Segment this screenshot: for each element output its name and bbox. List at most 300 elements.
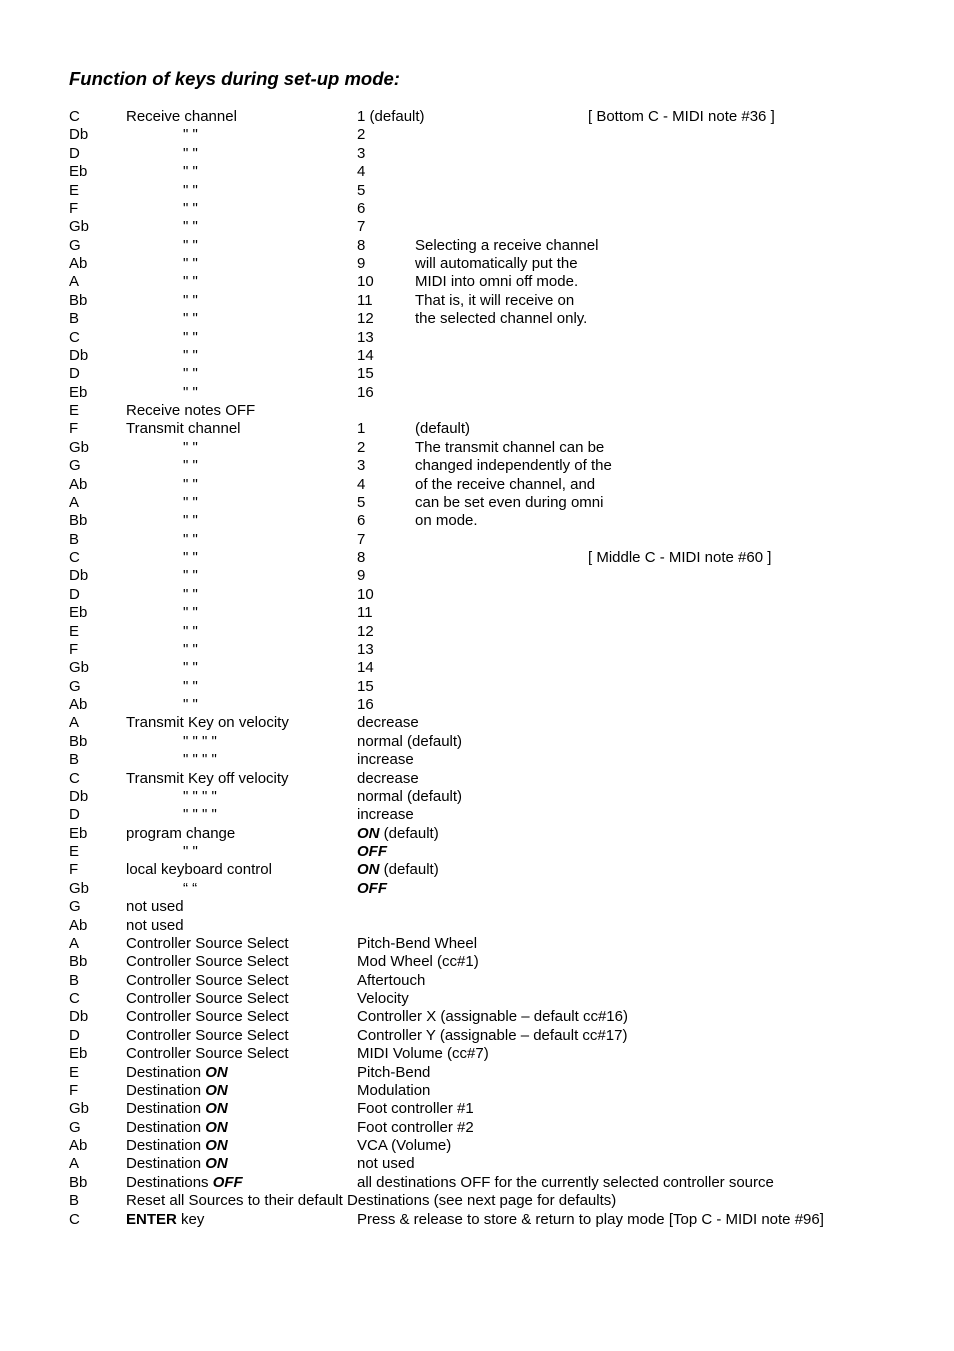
key-name: Bb	[69, 512, 88, 530]
setting-value	[357, 255, 365, 273]
table-row	[0, 1082, 954, 1100]
table-row	[0, 935, 954, 953]
key-name: G	[69, 236, 81, 254]
setting-value	[357, 457, 365, 475]
ditto-mark: " "	[183, 126, 198, 144]
table-row	[0, 898, 954, 916]
function-state: ON	[205, 1063, 228, 1081]
setting-value	[357, 935, 477, 953]
key-name: D	[69, 585, 80, 603]
table-row	[0, 255, 954, 273]
key-name: Ab	[69, 255, 88, 272]
setting-value-text: 16	[357, 696, 374, 713]
setting-value	[357, 512, 365, 530]
function-label-text: Destination	[126, 1081, 206, 1099]
setting-value	[357, 145, 365, 163]
table-row	[0, 733, 954, 751]
table-row	[0, 163, 954, 181]
setting-value	[357, 439, 365, 457]
function-label-text: Controller Source Select	[126, 953, 289, 971]
key-name: C	[69, 769, 80, 787]
note-text: The transmit channel can be	[415, 438, 605, 456]
function-label	[126, 1064, 228, 1082]
function-label	[126, 1008, 289, 1026]
key-name: C	[69, 990, 80, 1007]
setting-value-text: 11	[357, 604, 373, 622]
function-label	[126, 990, 289, 1008]
table-row	[0, 145, 954, 163]
table-row	[0, 292, 954, 310]
ditto-mark: " "	[183, 273, 198, 291]
key-name: F	[69, 1081, 79, 1099]
table-row	[0, 1100, 954, 1118]
ditto-mark: “ “	[183, 879, 198, 897]
setting-value-text: 10	[357, 273, 374, 291]
ditto-mark: " "	[183, 475, 198, 493]
key-name: A	[69, 273, 80, 291]
setting-value	[357, 108, 425, 126]
note-text: MIDI into omni off mode.	[415, 273, 579, 291]
key-name: Gb	[69, 1100, 90, 1118]
setting-value	[357, 1008, 628, 1026]
setting-value	[357, 1100, 474, 1118]
ditto-mark: " "	[183, 677, 198, 695]
setting-value	[357, 623, 374, 641]
setting-value	[357, 1027, 627, 1045]
setting-value	[357, 604, 373, 622]
table-row	[0, 237, 954, 255]
function-label-suffix: key	[176, 1210, 205, 1228]
table-row	[0, 1137, 954, 1155]
table-row	[0, 1155, 954, 1173]
key-name: C	[69, 1210, 80, 1228]
key-name: B	[69, 971, 80, 989]
key-name: Gb	[69, 879, 90, 897]
ditto-mark: " "	[183, 438, 198, 456]
setting-value-text: 5	[357, 493, 366, 511]
key-name: D	[69, 806, 80, 824]
table-row	[0, 126, 954, 144]
note-text: the selected channel only.	[415, 310, 588, 328]
key-name: Eb	[69, 604, 88, 622]
table-row	[0, 476, 954, 494]
function-label-text: Destination	[126, 1137, 206, 1154]
function-label-text: Destination	[126, 1118, 206, 1136]
function-label	[126, 1027, 289, 1045]
setting-value-text: 6	[357, 199, 366, 217]
function-state: ON	[205, 1100, 228, 1118]
setting-value-text: not used	[357, 1155, 415, 1173]
setting-value-text: 2	[357, 126, 366, 144]
ditto-mark: " "	[183, 604, 198, 622]
setting-value-text: decrease	[357, 769, 419, 787]
key-name: E	[69, 1063, 80, 1081]
function-label-text: program change	[126, 824, 236, 842]
table-row	[0, 843, 954, 861]
table-row	[0, 586, 954, 604]
setting-value-text: (default)	[379, 824, 439, 842]
table-row	[0, 402, 954, 420]
ditto-mark: " "	[183, 493, 198, 511]
key-name: Db	[69, 787, 89, 805]
key-name: Gb	[69, 438, 90, 456]
function-label-text: Controller Source Select	[126, 1045, 289, 1063]
setting-value-text: 10	[357, 585, 374, 603]
setting-value	[357, 310, 374, 328]
key-name: C	[69, 108, 80, 125]
setting-value-text: Controller Y (assignable – default cc#17)	[357, 1026, 628, 1044]
setting-value	[357, 329, 374, 347]
key-name: F	[69, 420, 79, 438]
table-row	[0, 751, 954, 769]
setting-value-text: 13	[357, 640, 374, 658]
setting-value-text: 3	[357, 457, 366, 475]
setting-value	[357, 273, 374, 291]
setting-value-text: Pitch-Bend	[357, 1063, 431, 1081]
key-name: G	[69, 1118, 81, 1136]
key-name: Bb	[69, 1173, 88, 1191]
key-name: A	[69, 493, 80, 511]
setting-value	[357, 1045, 489, 1063]
setting-value	[357, 806, 414, 824]
setting-value	[357, 1119, 474, 1137]
setting-value-text: 9	[357, 567, 366, 585]
function-label	[126, 972, 289, 990]
setting-value-text: normal (default)	[357, 787, 463, 805]
table-row	[0, 273, 954, 291]
setting-value	[357, 825, 439, 843]
key-name: E	[69, 181, 80, 199]
key-name: E	[69, 402, 80, 419]
table-row	[0, 439, 954, 457]
table-row	[0, 347, 954, 365]
ditto-mark: " "	[183, 346, 198, 364]
key-name: Gb	[69, 218, 90, 236]
note-text: changed independently of the	[415, 457, 612, 475]
table-row	[0, 917, 954, 935]
table-row	[0, 604, 954, 622]
note-text: can be set even during omni	[415, 493, 604, 511]
setting-value	[357, 549, 365, 567]
note-text: of the receive channel, and	[415, 475, 596, 493]
setting-value-text: 14	[357, 659, 374, 677]
setting-value-text: 2	[357, 438, 366, 456]
ditto-mark: " "	[183, 640, 198, 658]
table-row	[0, 696, 954, 714]
setting-value-text: decrease	[357, 714, 419, 732]
key-name: Ab	[69, 696, 88, 713]
setting-value	[357, 1174, 774, 1192]
key-name: Eb	[69, 163, 88, 181]
function-label	[126, 1100, 228, 1118]
function-label	[126, 1211, 204, 1229]
setting-value	[357, 567, 365, 585]
ditto-mark: " "	[183, 291, 198, 309]
key-name: Eb	[69, 824, 88, 842]
function-label-text: not used	[126, 898, 184, 916]
function-label-text: Destination	[126, 1100, 206, 1118]
function-label	[126, 953, 289, 971]
setting-value-text: 16	[357, 383, 374, 401]
setting-value	[357, 531, 365, 549]
ditto-mark: " "	[183, 181, 198, 199]
setting-value	[357, 292, 373, 310]
setting-state: ON	[357, 824, 380, 842]
ditto-mark: " "	[183, 144, 198, 162]
key-name: Db	[69, 567, 89, 585]
function-label-text: Receive channel	[126, 108, 237, 125]
table-row	[0, 972, 954, 990]
setting-value	[357, 586, 374, 604]
function-label-text: Destination	[126, 1155, 206, 1173]
setting-value	[357, 420, 365, 438]
note-text: (default)	[415, 420, 471, 438]
setting-value-text: 15	[357, 365, 374, 383]
setting-value-text: 1	[357, 420, 366, 438]
setting-value	[357, 1082, 430, 1100]
table-row	[0, 420, 954, 438]
function-label	[126, 898, 184, 916]
function-label	[126, 1137, 228, 1155]
key-name: A	[69, 1155, 80, 1173]
setting-value-text: Modulation	[357, 1081, 431, 1099]
setting-value	[357, 953, 479, 971]
function-label	[126, 917, 184, 935]
setting-value	[357, 1211, 824, 1229]
function-label-text: Controller Source Select	[126, 1008, 289, 1026]
note-text: on mode.	[415, 512, 478, 530]
setting-state: OFF	[357, 843, 387, 860]
note-text: That is, it will receive on	[415, 291, 575, 309]
setting-value-text: normal (default)	[357, 732, 463, 750]
setting-value	[357, 476, 365, 494]
setting-value-text: 8	[357, 549, 366, 566]
key-name: Bb	[69, 732, 88, 750]
setting-value	[357, 972, 425, 990]
table-row	[0, 659, 954, 677]
key-name: C	[69, 549, 80, 566]
midi-note-annotation: [ Middle C - MIDI note #60 ]	[588, 549, 772, 566]
ditto-mark: " "	[183, 549, 198, 566]
table-row	[0, 365, 954, 383]
table-row	[0, 549, 954, 567]
setting-state: OFF	[357, 879, 387, 897]
table-row	[0, 1008, 954, 1026]
key-name: A	[69, 934, 80, 952]
function-label	[126, 1045, 289, 1063]
function-label	[126, 1082, 228, 1100]
ditto-mark: " "	[183, 622, 198, 640]
setting-value	[357, 641, 374, 659]
page-title: Function of keys during set-up mode:	[69, 68, 400, 89]
ditto-mark: " "	[183, 163, 198, 181]
key-name: G	[69, 677, 81, 695]
key-name: G	[69, 457, 81, 475]
function-label	[126, 1119, 228, 1137]
setting-value-text: 12	[357, 310, 374, 328]
key-name: Ab	[69, 1137, 88, 1154]
setting-value	[357, 861, 439, 879]
setting-value	[357, 1155, 415, 1173]
table-row	[0, 1027, 954, 1045]
table-row	[0, 218, 954, 236]
function-state: ON	[205, 1155, 228, 1173]
setting-value	[357, 182, 365, 200]
setting-value	[357, 770, 419, 788]
table-row	[0, 788, 954, 806]
setting-value-text: Controller X (assignable – default cc#16)	[357, 1008, 628, 1026]
setting-value-text: Aftertouch	[357, 971, 426, 989]
table-row	[0, 953, 954, 971]
setting-value-text: (default)	[379, 861, 439, 879]
setting-value	[357, 1137, 451, 1155]
setting-value-text: 3	[357, 144, 366, 162]
key-name: Bb	[69, 953, 88, 971]
setting-value	[357, 1064, 430, 1082]
key-name: Db	[69, 1008, 89, 1026]
function-label	[126, 1174, 243, 1192]
setting-value	[357, 788, 462, 806]
setting-value-text: increase	[357, 751, 414, 769]
setting-value-text: 11	[357, 291, 373, 309]
function-label	[126, 770, 289, 788]
table-row	[0, 714, 954, 732]
function-label	[126, 935, 289, 953]
ditto-mark: " "	[183, 218, 198, 236]
setting-value	[357, 218, 365, 236]
setting-value-text: Press & release to store & return to play mode [Top C - MIDI note #96]	[357, 1210, 824, 1228]
ditto-mark: " " " "	[183, 751, 217, 769]
key-name: B	[69, 1192, 80, 1210]
setting-value	[357, 659, 374, 677]
key-name: Gb	[69, 659, 90, 677]
table-row	[0, 641, 954, 659]
table-row	[0, 384, 954, 402]
key-name: A	[69, 714, 80, 732]
table-row	[0, 678, 954, 696]
setting-value-text: 14	[357, 346, 374, 364]
ditto-mark: " "	[183, 365, 198, 383]
table-row	[0, 990, 954, 1008]
table-row	[0, 1174, 954, 1192]
function-label-text: Transmit Key on velocity	[126, 714, 289, 732]
table-row	[0, 457, 954, 475]
ditto-mark: " "	[183, 585, 198, 603]
key-name: Db	[69, 126, 89, 144]
note-text: Selecting a receive channel	[415, 236, 599, 254]
function-label-text: local keyboard control	[126, 861, 272, 879]
function-label-text: Receive notes OFF	[126, 402, 256, 419]
table-row	[0, 623, 954, 641]
function-label	[126, 108, 237, 126]
key-name: F	[69, 640, 79, 658]
table-row	[0, 108, 954, 126]
function-label-text: Controller Source Select	[126, 990, 289, 1007]
setting-value-text: Velocity	[357, 990, 409, 1007]
table-row	[0, 880, 954, 898]
setting-value	[357, 696, 374, 714]
setting-value-text: 15	[357, 677, 374, 695]
ditto-mark: " "	[183, 696, 198, 713]
function-label-text: Destination	[126, 1063, 206, 1081]
function-state: ON	[205, 1137, 228, 1154]
setting-value	[357, 880, 387, 898]
table-row	[0, 512, 954, 530]
key-name: Ab	[69, 916, 88, 934]
key-name: F	[69, 199, 79, 217]
setting-value-text: increase	[357, 806, 414, 824]
ditto-mark: " "	[183, 310, 198, 328]
function-label	[126, 861, 272, 879]
key-name: B	[69, 310, 80, 328]
setting-value-text: all destinations OFF for the currently selected controller source	[357, 1173, 774, 1191]
table-row	[0, 531, 954, 549]
key-function-table	[0, 108, 954, 1229]
setting-value-text: Foot controller #2	[357, 1118, 474, 1136]
function-label	[126, 825, 235, 843]
setting-value-text: 6	[357, 512, 366, 530]
setting-value	[357, 751, 414, 769]
table-row	[0, 1119, 954, 1137]
setting-value-text: Foot controller #1	[357, 1100, 474, 1118]
key-name: B	[69, 751, 80, 769]
setting-value	[357, 126, 365, 144]
setting-value	[357, 678, 374, 696]
ditto-mark: " "	[183, 199, 198, 217]
table-row	[0, 806, 954, 824]
function-state: ON	[205, 1118, 228, 1136]
function-label-text: Transmit channel	[126, 420, 241, 438]
setting-value-text: Pitch-Bend Wheel	[357, 934, 478, 952]
table-row	[0, 1192, 954, 1210]
setting-value-text: 13	[357, 328, 374, 346]
ditto-mark: " "	[183, 328, 198, 346]
setting-value-text: 7	[357, 530, 366, 548]
setting-value	[357, 347, 374, 365]
ditto-mark: " "	[183, 255, 198, 272]
key-name: B	[69, 530, 80, 548]
table-row	[0, 1064, 954, 1082]
table-row	[0, 1045, 954, 1063]
table-row	[0, 200, 954, 218]
note-text: will automatically put the	[415, 255, 578, 272]
table-row	[0, 825, 954, 843]
function-label-text: Controller Source Select	[126, 934, 289, 952]
ditto-mark: " "	[183, 567, 198, 585]
setting-value-text: Mod Wheel (cc#1)	[357, 953, 479, 971]
setting-value-text: 4	[357, 475, 366, 493]
key-name: Eb	[69, 1045, 88, 1063]
setting-value-text: MIDI Volume (cc#7)	[357, 1045, 489, 1063]
function-label	[126, 1155, 228, 1173]
table-row	[0, 182, 954, 200]
function-label	[126, 714, 289, 732]
ditto-mark: " "	[183, 512, 198, 530]
setting-value-text: 9	[357, 255, 366, 272]
midi-note-annotation: [ Bottom C - MIDI note #36 ]	[588, 108, 775, 125]
setting-value-text: 8	[357, 236, 366, 254]
key-name: F	[69, 861, 79, 879]
key-name: C	[69, 328, 80, 346]
setting-value	[357, 714, 419, 732]
ditto-mark: " " " "	[183, 732, 217, 750]
function-label-text: Destinations	[126, 1173, 213, 1191]
table-row	[0, 567, 954, 585]
function-label: Reset all Sources to their default Destinations (see next page for defaults)	[126, 1192, 617, 1210]
key-name: D	[69, 365, 80, 383]
function-state: ON	[205, 1081, 228, 1099]
function-label-text: Controller Source Select	[126, 1026, 289, 1044]
